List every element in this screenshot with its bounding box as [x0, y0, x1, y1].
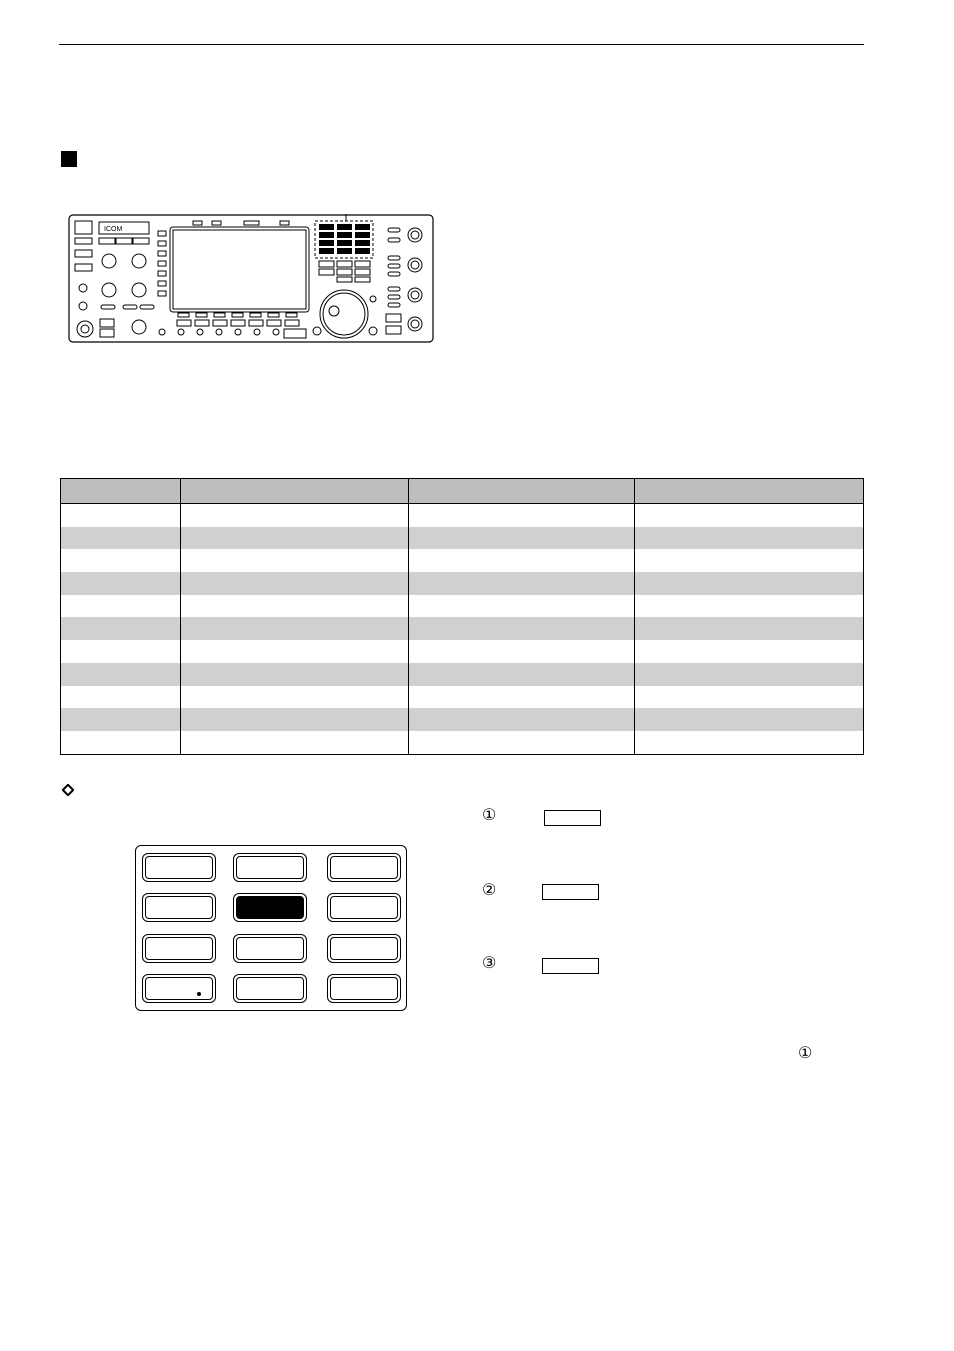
keypad-key[interactable] — [142, 934, 216, 963]
table-row — [61, 572, 864, 595]
table-row — [61, 708, 864, 731]
diamond-bullet-icon — [62, 784, 74, 796]
keypad-key[interactable] — [233, 934, 307, 963]
table-header-cell — [635, 479, 864, 504]
note-marker: ① — [798, 1045, 813, 1062]
section-marker-icon — [61, 151, 77, 167]
keypad-key-selected[interactable] — [233, 893, 307, 922]
table-header-cell — [408, 479, 635, 504]
keypad-key[interactable] — [142, 974, 216, 1003]
keypad-key[interactable] — [142, 853, 216, 882]
table-header-row — [61, 479, 864, 504]
step-marker: ③ — [482, 955, 497, 972]
table-row — [61, 731, 864, 754]
table-row — [61, 640, 864, 663]
step-key-box — [542, 958, 599, 974]
header-rule — [59, 44, 864, 45]
step-marker: ① — [482, 807, 497, 824]
dot-icon — [197, 992, 201, 996]
keypad-key[interactable] — [327, 893, 401, 922]
keypad-key[interactable] — [327, 934, 401, 963]
keypad-illustration — [135, 845, 407, 1011]
keypad-key[interactable] — [327, 853, 401, 882]
transceiver-front-panel-illustration — [68, 214, 434, 343]
keypad-key[interactable] — [327, 974, 401, 1003]
step-key-box — [544, 810, 601, 826]
table-row — [61, 663, 864, 686]
table-row — [61, 504, 864, 527]
data-table — [60, 478, 864, 755]
table-row — [61, 595, 864, 618]
table-header-cell — [180, 479, 408, 504]
step-marker: ② — [482, 882, 497, 899]
brand-logo: ICOM — [104, 226, 123, 233]
table-row — [61, 549, 864, 572]
table-row — [61, 617, 864, 640]
keypad-key[interactable] — [233, 974, 307, 1003]
keypad-key[interactable] — [142, 893, 216, 922]
step-key-box — [542, 884, 599, 900]
table-row — [61, 686, 864, 709]
table-row — [61, 527, 864, 550]
keypad-key[interactable] — [233, 853, 307, 882]
table-header-cell — [61, 479, 181, 504]
